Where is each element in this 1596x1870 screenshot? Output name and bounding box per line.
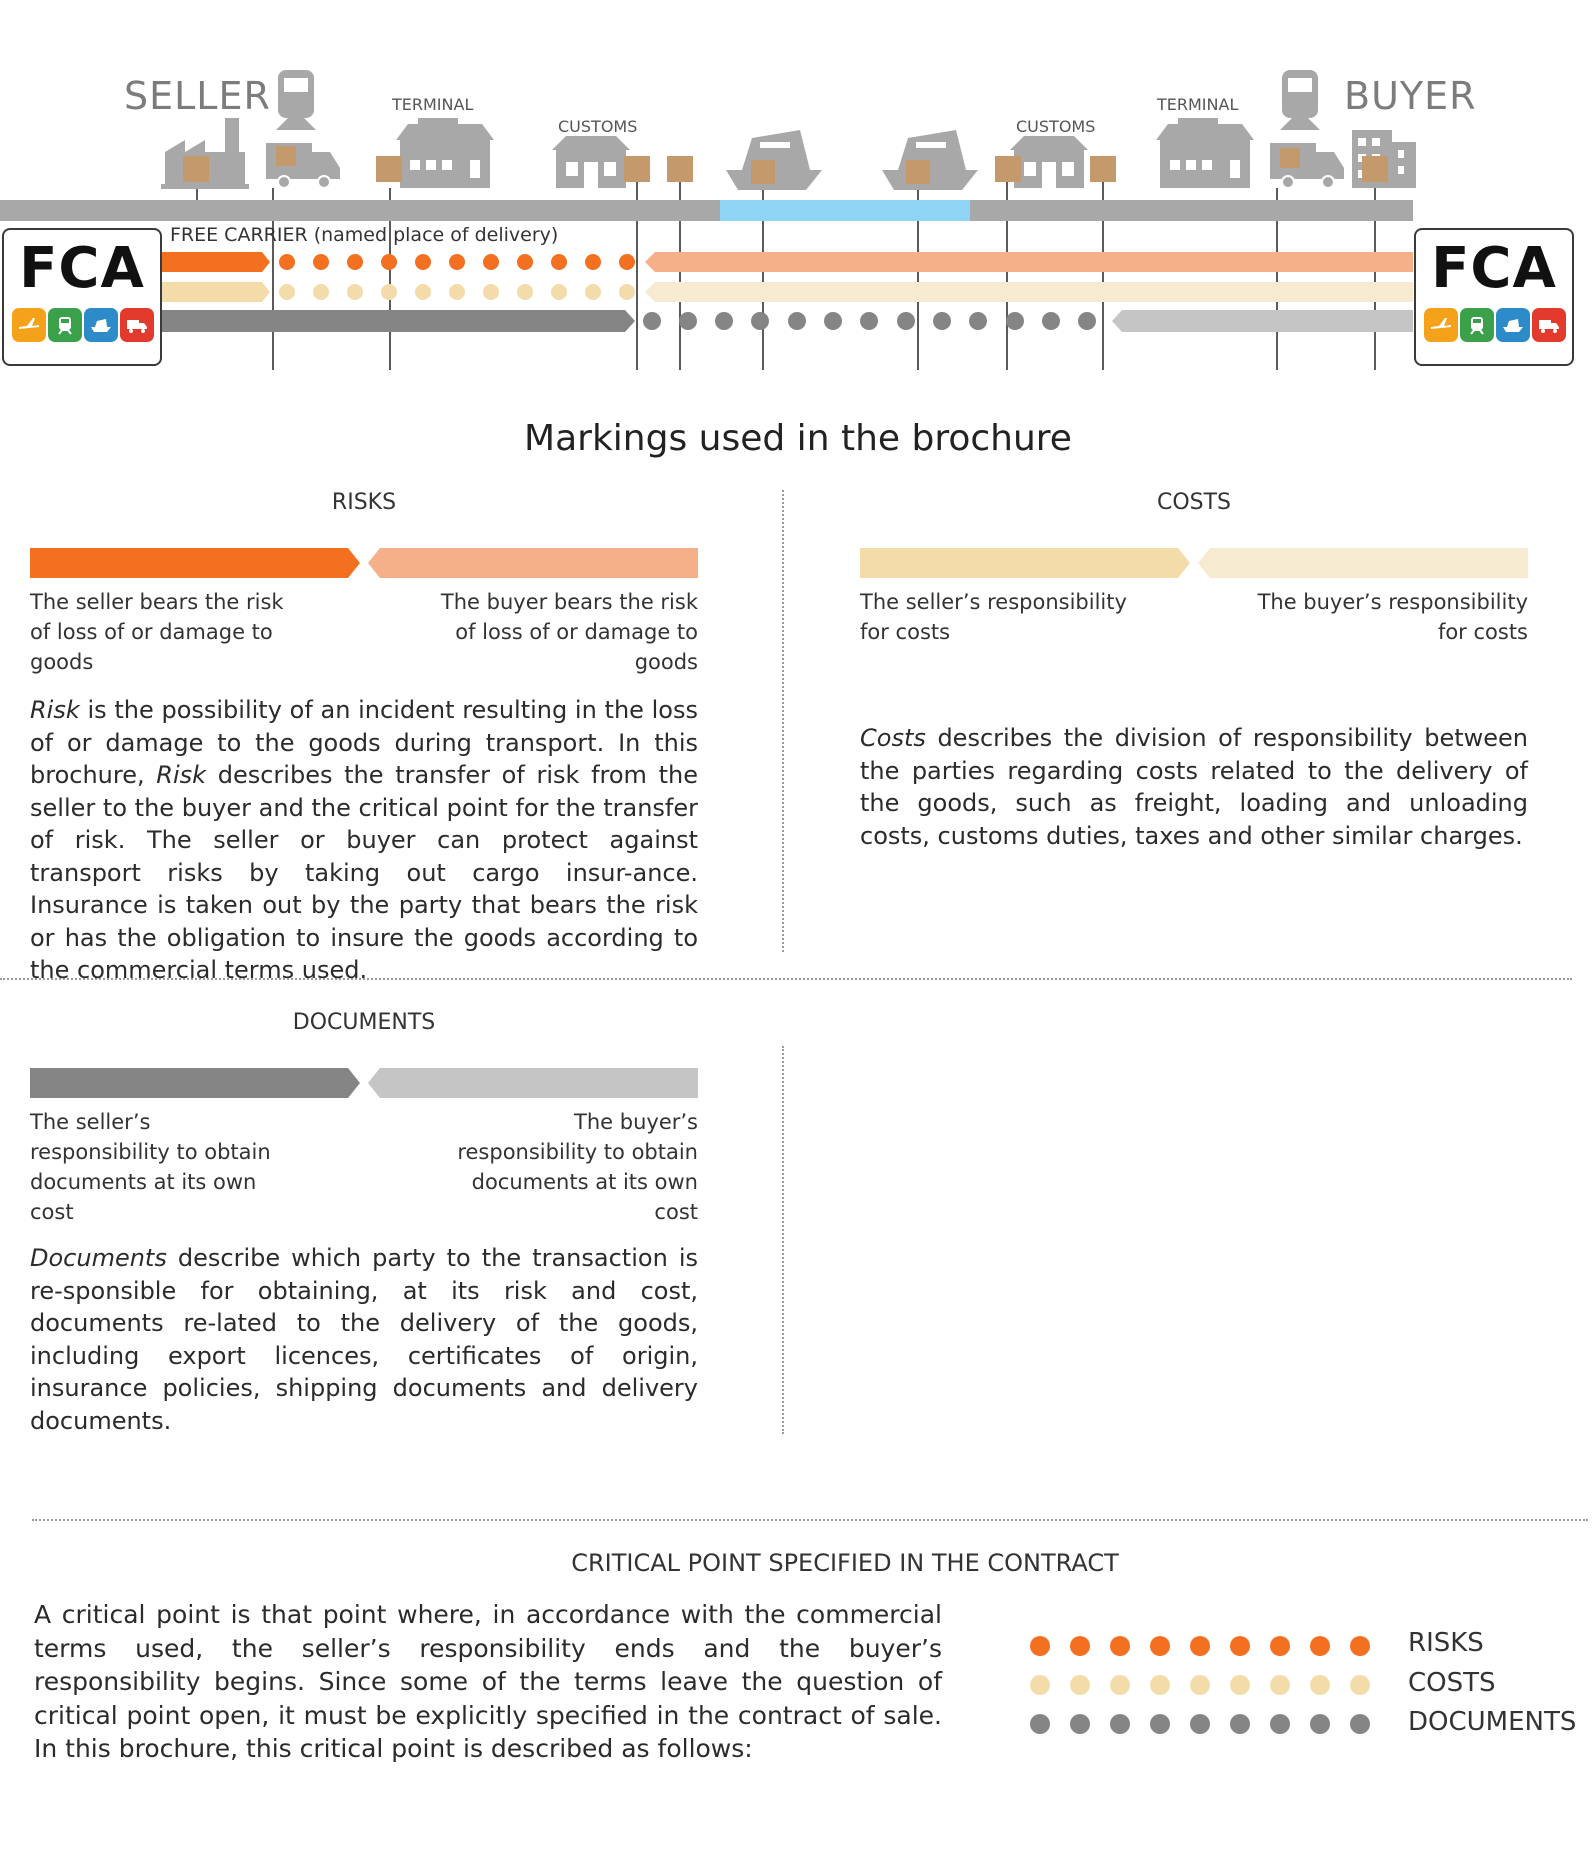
documents-arrows [30, 1068, 698, 1098]
risk-seller-caption: The seller bears the risk of loss of or damage to goods [30, 590, 284, 674]
legend-costs-dots [1030, 1675, 1390, 1695]
legend-costs-label: COSTS [1408, 1668, 1496, 1698]
critical-paragraph: A critical point is that point where, in accordance with the commercial terms used, the seller’s responsibility ends and the buyer’s responsibility begins. Since some of the terms leave the question of critical point open, it must be explicitly specified in the contract of sale. In this brochure, this critical point is described as follows: [34, 1600, 942, 1763]
customs-left-label: CUSTOMS [558, 117, 638, 136]
fca-transport-diagram [0, 0, 1596, 380]
critical-heading: CRITICAL POINT SPECIFIED IN THE CONTRACT [571, 1549, 1119, 1577]
train-icon [48, 308, 82, 342]
transport-mode-icons [12, 308, 154, 342]
column-divider [782, 490, 784, 952]
terminal-building-right [1156, 118, 1254, 188]
legend-documents-label: DOCUMENTS [1408, 1707, 1577, 1737]
main-route-bar [0, 200, 1413, 221]
terminal-left-label: TERMINAL [392, 95, 474, 114]
doc-paragraph: Documents describe which party to the transaction is re-sponsible for obtaining, at its risk and cost, documents re-lated to the delivery of the goods, including export licences, certificates of origin, insurance policies, shipping documents and delivery documents. [30, 1244, 698, 1435]
costs-arrows [860, 548, 1528, 578]
train-icon [1460, 308, 1494, 342]
fca-title: FCA [19, 236, 145, 301]
cost-buyer-bar [1198, 548, 1528, 578]
customs-building-left [552, 136, 630, 188]
doc-term: Documents [30, 1244, 167, 1272]
legend-risks-label: RISKS [1408, 1628, 1484, 1658]
column-divider-lower [782, 1046, 784, 1434]
cost-seller-caption: The seller’s responsibility for costs [860, 590, 1127, 644]
risk-critical-dots [279, 254, 635, 270]
risks-arrows [30, 548, 698, 578]
section-divider [0, 978, 1572, 980]
truck-icon [1532, 308, 1566, 342]
fca-badge-right [1414, 228, 1574, 366]
risk-buyer-caption: The buyer bears the risk of loss of or damage to goods [440, 590, 698, 674]
terminal-building-left [396, 118, 494, 188]
costs-heading: COSTS [1156, 490, 1232, 515]
cost-seller-arrow [158, 282, 270, 302]
airplane-icon [12, 308, 46, 342]
sea-route-bar [720, 200, 970, 221]
cost-paragraph: Costs describes the division of responsibility between the parties regarding costs related to the delivery of the goods, such as freight, loading and unloading costs, customs duties, taxes and other similar charges. [860, 724, 1528, 850]
doc-buyer-arrow [1112, 310, 1413, 332]
section-divider-lower [32, 1519, 1588, 1521]
customs-right-label: CUSTOMS [1016, 117, 1096, 136]
page-title: Markings used in the brochure [524, 418, 1072, 459]
legend-documents-dots [1030, 1714, 1390, 1734]
ship-icon [84, 308, 118, 342]
legend-risks-dots [1030, 1636, 1390, 1656]
risk-seller-bar [30, 548, 360, 578]
doc-seller-caption: The seller’s responsibility to obtain documents at its own cost [30, 1110, 271, 1224]
documents-heading: DOCUMENTS [292, 1010, 436, 1035]
risk-term-2: Risk [156, 761, 207, 789]
buyer-label: BUYER [1344, 74, 1477, 118]
risk-paragraph: Risk is the possibility of an incident resulting in the loss of or damage to the goods during transport. In this brochure, Risk describes the transfer of risk from the seller to the buyer and the critical point for the transfer of risk. The seller or buyer can protect against transport risks by taking out cargo insur-ance. Insurance is taken out by the party that bears the risk or has the obligation to insure the goods according to the commercial terms used. [30, 696, 698, 984]
cost-seller-bar [860, 548, 1190, 578]
truck-icon [120, 308, 154, 342]
train-icon-left [276, 70, 316, 130]
cost-term: Costs [860, 724, 926, 752]
risk-buyer-bar [368, 548, 698, 578]
risk-term: Risk [30, 696, 80, 724]
doc-critical-dots [643, 312, 1096, 330]
terminal-right-label: TERMINAL [1157, 95, 1239, 114]
customs-building-right [1010, 136, 1088, 188]
transport-mode-icons [1424, 308, 1566, 342]
airplane-icon [1424, 308, 1458, 342]
ship-icon [1496, 308, 1530, 342]
cost-buyer-arrow [645, 282, 1413, 302]
doc-buyer-bar [368, 1068, 698, 1098]
fca-badge-left [2, 228, 162, 366]
doc-buyer-caption: The buyer’s responsibility to obtain documents at its own cost [457, 1110, 698, 1224]
train-icon-right [1280, 70, 1320, 130]
doc-seller-bar [30, 1068, 360, 1098]
cost-critical-dots [279, 284, 635, 300]
risk-seller-arrow [158, 252, 270, 272]
free-carrier-label: FREE CARRIER (named place of delivery) [170, 224, 559, 246]
risk-buyer-arrow [645, 252, 1413, 272]
risks-heading: RISKS [331, 490, 397, 515]
seller-label: SELLER [124, 74, 271, 118]
fca-title: FCA [1431, 236, 1557, 301]
doc-seller-arrow [158, 310, 635, 332]
cost-buyer-caption: The buyer’s responsibility for costs [1257, 590, 1528, 644]
